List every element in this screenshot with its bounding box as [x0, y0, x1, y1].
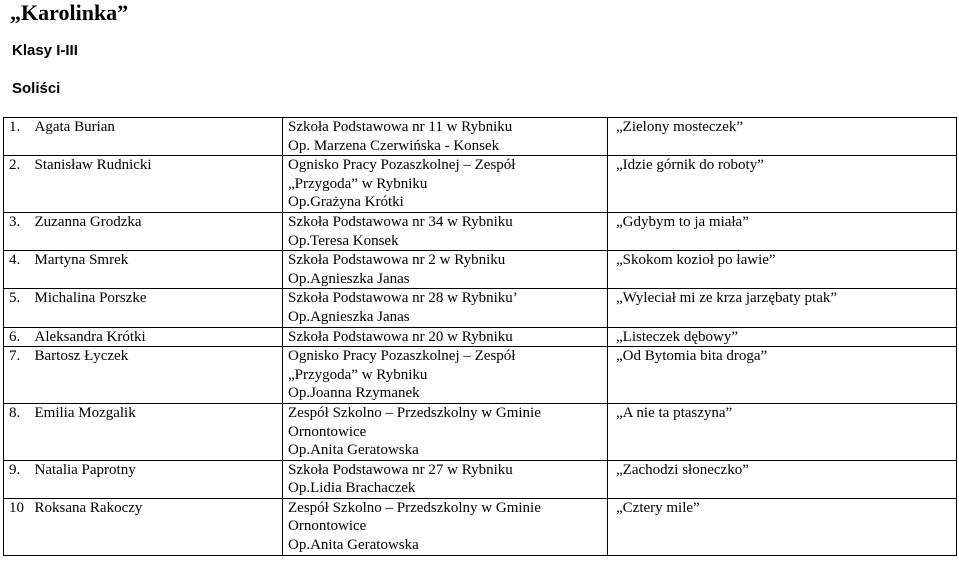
song-title: „Idzie górnik do roboty” [608, 156, 957, 213]
participants-table [3, 117, 957, 556]
table-row [4, 289, 957, 327]
song-title: „Zachodzi słoneczko” [608, 460, 957, 498]
song-title: „Wyleciał mi ze krza jarzębaty ptak” [608, 289, 957, 327]
school-cell [283, 118, 608, 156]
school-line: Op.Teresa Konsek [288, 232, 399, 249]
school-line: Op.Agnieszka Janas [288, 270, 410, 287]
category-label: Klasy I-III [12, 42, 78, 59]
song-title: „Listeczek dębowy” [608, 327, 957, 347]
school-line: Zespół Szkolno – Przedszkolny w Gminie [288, 404, 541, 421]
page-title: „Karolinka” [10, 0, 129, 25]
school-cell [283, 289, 608, 327]
participant-name: Stanisław Rudnicki [35, 156, 283, 213]
school-line: Szkoła Podstawowa nr 11 w Rybniku [288, 119, 513, 135]
row-number: 9. [4, 460, 35, 498]
school-line: „Przygoda” w Rybniku [288, 175, 428, 192]
row-number: 5. [4, 289, 35, 327]
participant-name: Natalia Paprotny [35, 460, 283, 498]
table-row [4, 156, 957, 213]
school-line: Ornontowice [288, 518, 367, 535]
row-number: 10 [4, 498, 35, 555]
school-line: Szkoła Podstawowa nr 34 w Rybniku [288, 213, 513, 230]
table-row [4, 118, 957, 156]
school-line: Op.Agnieszka Janas [288, 308, 410, 325]
school-cell [283, 156, 608, 213]
school-line: Op.Lidia Brachaczek [288, 480, 416, 497]
song-title: „Od Bytomia bita droga” [608, 347, 957, 404]
school-line: Szkoła Podstawowa nr 27 w Rybniku [288, 461, 513, 478]
row-number: 4. [4, 251, 35, 289]
school-line: Op.Anita Geratowska [288, 442, 419, 459]
subcategory-label: Soliści [12, 80, 61, 97]
participant-name: Martyna Smrek [35, 251, 283, 289]
participant-name: Aleksandra Krótki [35, 327, 283, 347]
table-row [4, 498, 957, 555]
school-cell [283, 251, 608, 289]
school-cell [283, 347, 608, 404]
table-row [4, 327, 957, 347]
school-cell [283, 403, 608, 460]
school-cell [283, 498, 608, 555]
row-number: 7. [4, 347, 35, 404]
school-line: Op. Marzena Czerwińska - Konsek [288, 137, 500, 154]
participant-name: Roksana Rakoczy [35, 498, 283, 555]
table-row [4, 403, 957, 460]
school-cell [283, 327, 608, 347]
table-row [4, 347, 957, 404]
school-line: Op.Anita Geratowska [288, 537, 419, 554]
song-title: „Zielony mosteczek” [608, 118, 957, 156]
row-number: 1. [4, 118, 35, 156]
participant-name: Emilia Mozgalik [35, 403, 283, 460]
school-line: Szkoła Podstawowa nr 28 w Rybniku’ [288, 290, 518, 307]
school-line: Ornontowice [288, 423, 367, 440]
school-line: Ognisko Pracy Pozaszkolnej – Zespół [288, 157, 516, 174]
school-cell [283, 212, 608, 250]
row-number: 6. [4, 327, 35, 347]
school-line: Zespół Szkolno – Przedszkolny w Gminie [288, 499, 541, 516]
table-row [4, 460, 957, 498]
row-number: 2. [4, 156, 35, 213]
song-title: „Cztery mile” [608, 498, 957, 555]
school-cell [283, 460, 608, 498]
participant-name: Agata Burian [35, 118, 283, 156]
school-line: Szkoła Podstawowa nr 2 w Rybniku [288, 252, 506, 269]
school-line: „Przygoda” w Rybniku [288, 366, 428, 383]
participant-name: Zuzanna Grodzka [35, 212, 283, 250]
school-line: Op.Grażyna Krótki [288, 194, 404, 211]
table-row [4, 251, 957, 289]
school-line: Ognisko Pracy Pozaszkolnej – Zespół [288, 348, 516, 365]
participant-name: Michalina Porszke [35, 289, 283, 327]
school-line: Op.Joanna Rzymanek [288, 385, 420, 402]
table-row [4, 212, 957, 250]
song-title: „Gdybym to ja miała” [608, 212, 957, 250]
row-number: 3. [4, 212, 35, 250]
row-number: 8. [4, 403, 35, 460]
participant-name: Bartosz Łyczek [35, 347, 283, 404]
school-line: Szkoła Podstawowa nr 20 w Rybniku [288, 328, 513, 345]
song-title: „A nie ta ptaszyna” [608, 403, 957, 460]
song-title: „Skokom kozioł po ławie” [608, 251, 957, 289]
